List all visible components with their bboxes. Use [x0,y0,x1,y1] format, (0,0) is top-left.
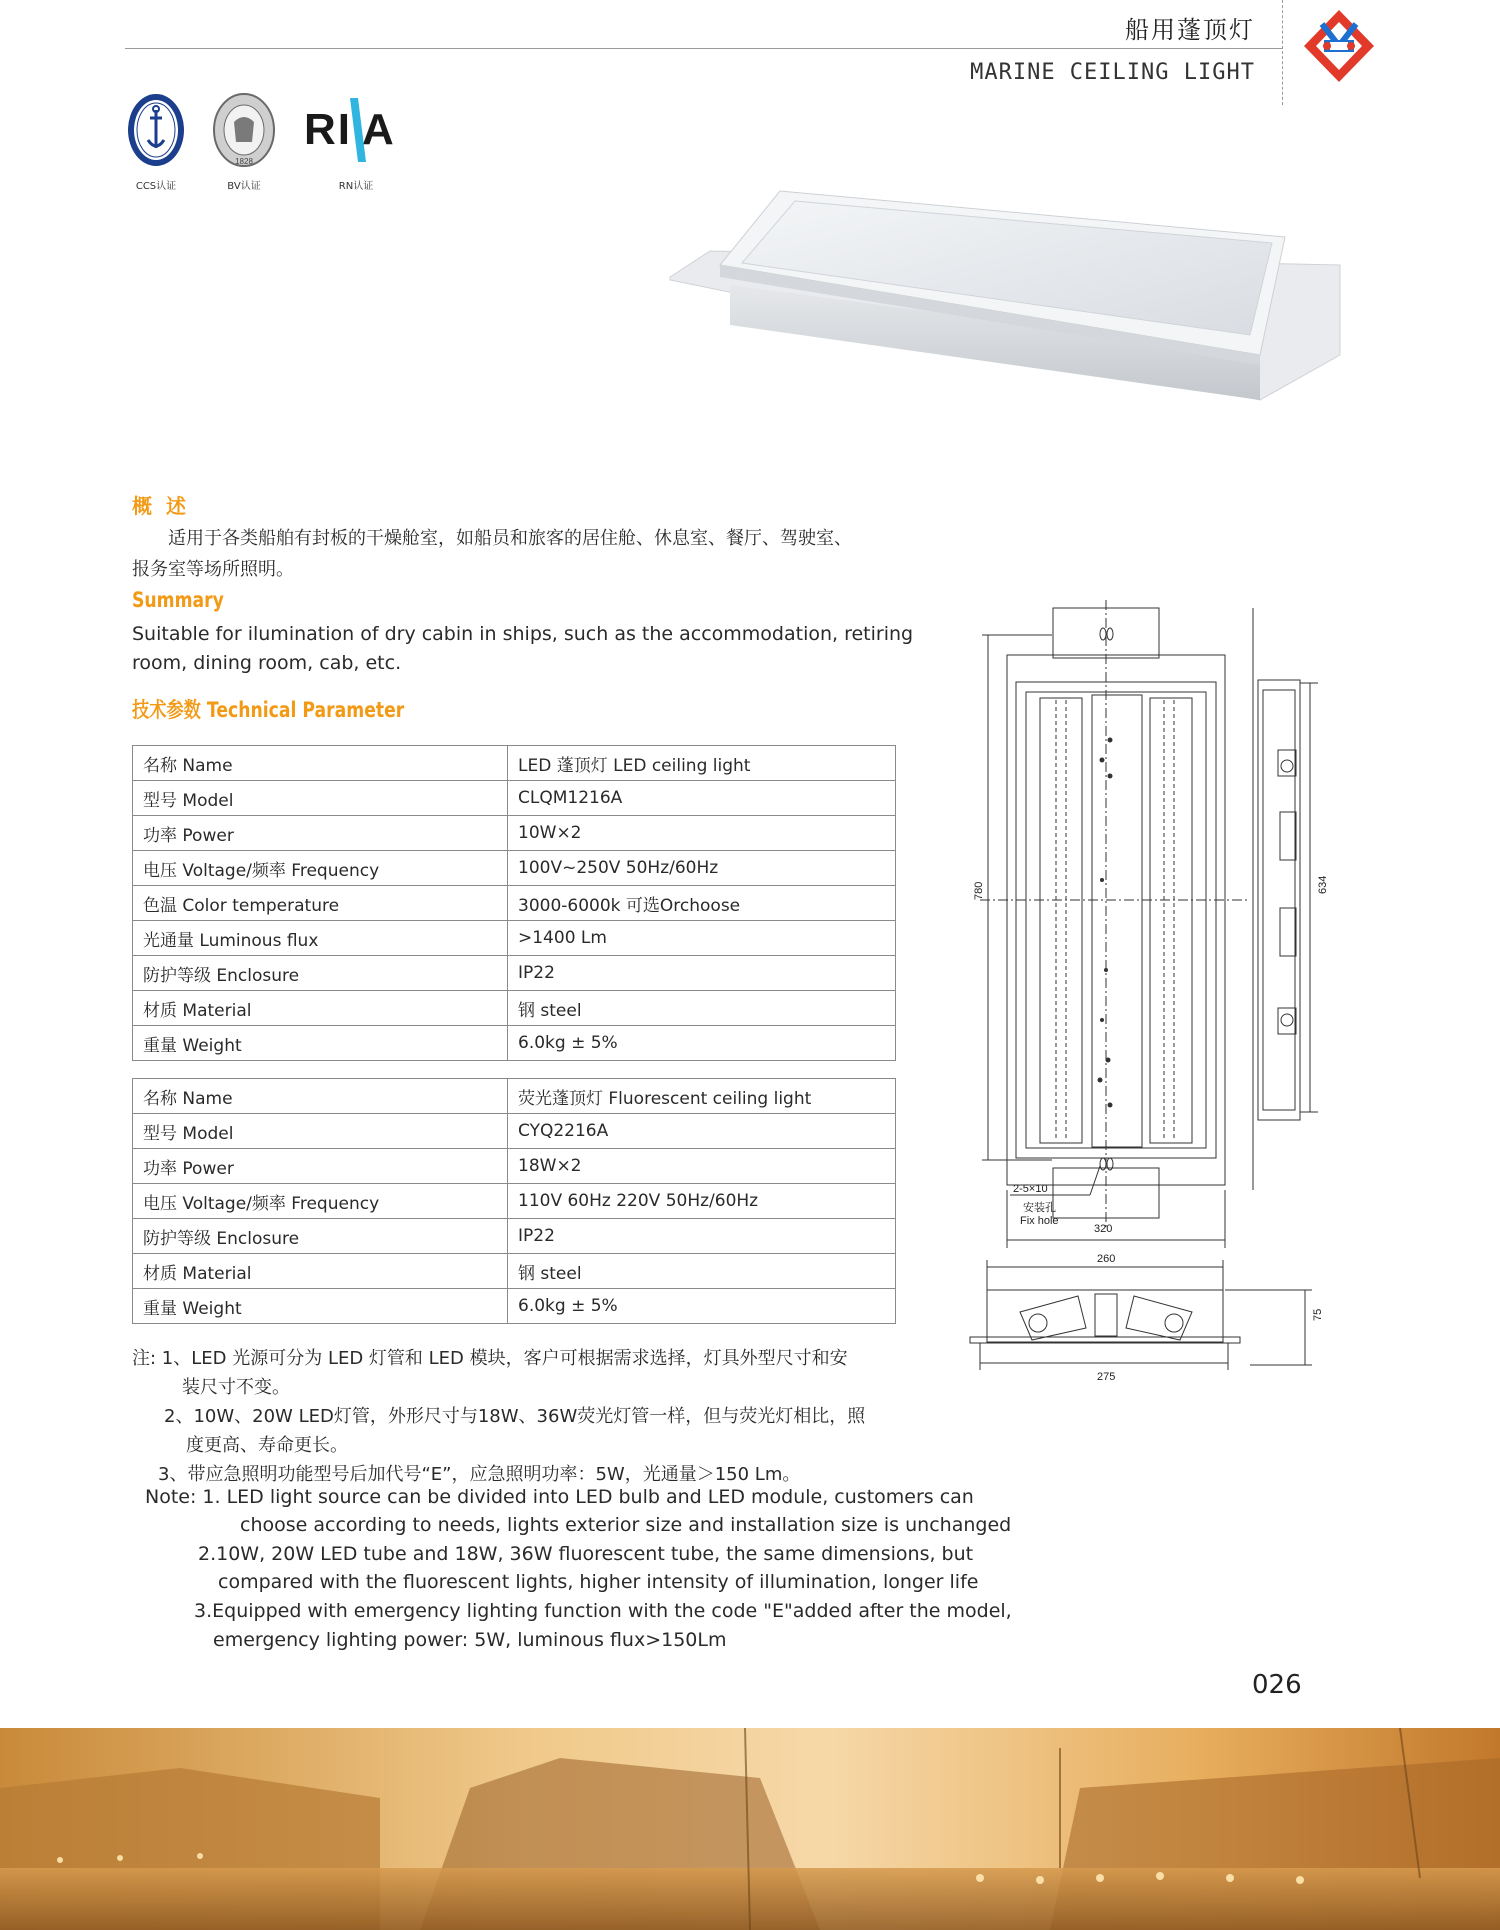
param-label: 防护等级 Enclosure [133,1219,508,1254]
dim-bottom-top: 260 [1097,1253,1116,1265]
summary-text-2: room, dining room, cab, etc. [132,652,402,674]
overview-text-cn-2: 报务室等场所照明。 [132,559,294,580]
cert-label-ccs: CCS认证 [135,181,177,192]
table-row [133,921,896,956]
note-en-3-cont: emergency lighting power: 5W, luminous flux>150Lm [213,1629,727,1651]
param-value: CLQM1216A [508,781,896,816]
param-value: CYQ2216A [508,1114,896,1149]
header-divider [125,48,1283,49]
note-en-2: 2.10W, 20W LED tube and 18W, 36W fluorescent tube, the same dimensions, but [198,1543,974,1565]
param-label: 色温 Color temperature [133,886,508,921]
bv-seal-icon [212,92,276,174]
summary-text-1: Suitable for ilumination of dry cabin in ships, such as the accommodation, retiring [132,623,914,645]
table-row [133,851,896,886]
param-label: 电压 Voltage/频率 Frequency [133,851,508,886]
param-value: IP22 [508,956,896,991]
param-value: 钢 steel [508,991,896,1026]
page-title-en: MARINE CEILING LIGHT [970,60,1255,85]
note-en-3: 3.Equipped with emergency lighting function with the code "E"added after the model, [194,1600,1012,1622]
note-cn-1-cont: 装尺寸不变。 [182,1377,290,1398]
param-value: IP22 [508,1219,896,1254]
param-label: 材质 Material [133,991,508,1026]
dim-bottom-width: 275 [1097,1371,1116,1383]
param-label: 重量 Weight [133,1289,508,1324]
table-row [133,1149,896,1184]
param-label: 功率 Power [133,816,508,851]
table-row [133,1289,896,1324]
table-row [133,781,896,816]
table-row [133,886,896,921]
param-value: 6.0kg ± 5% [508,1289,896,1324]
note-cn-2: 2、10W、20W LED灯管，外形尺寸与18W、36W荧光灯管一样，但与荧光灯相比，照 [164,1406,866,1427]
param-label: 名称 Name [133,1079,508,1114]
note-cn-2-cont: 度更高、寿命更长。 [186,1435,348,1456]
brand-logo-icon [1300,6,1378,86]
param-value: 100V~250V 50Hz/60Hz [508,851,896,886]
fix-hole-spec: 2-5×10 [1013,1183,1048,1195]
svg-text:A: A [362,105,394,154]
note-en-1: Note: 1. LED light source can be divided into LED bulb and LED module, customers can [145,1486,974,1508]
param-label: 功率 Power [133,1149,508,1184]
table-row [133,1184,896,1219]
tech-param-heading: 技术参数 Technical Parameter [132,698,405,722]
param-value: 3000-6000k 可选Orchoose [508,886,896,921]
dimension-drawing [960,600,1329,1400]
param-value: LED 蓬顶灯 LED ceiling light [508,746,896,781]
param-label: 型号 Model [133,1114,508,1149]
header-vertical-divider [1282,0,1283,105]
param-value: 荧光蓬顶灯 Fluorescent ceiling light [508,1079,896,1114]
table-row [133,1254,896,1289]
table-row [133,1219,896,1254]
product-photo [660,185,1350,405]
note-en-2-cont: compared with the fluorescent lights, higher intensity of illumination, longer life [218,1571,979,1593]
table-row [133,1114,896,1149]
param-label: 材质 Material [133,1254,508,1289]
param-value: 110V 60Hz 220V 50Hz/60Hz [508,1184,896,1219]
dim-width: 320 [1094,1223,1113,1235]
svg-text:1828: 1828 [235,157,253,166]
param-label: 型号 Model [133,781,508,816]
dim-bottom-depth: 75 [1312,1308,1324,1321]
table-row [133,956,896,991]
rina-logo-icon [300,92,412,172]
note-cn-1: 注: 1、LED 光源可分为 LED 灯管和 LED 模块，客户可根据需求选择，灯具外型尺寸和安 [132,1348,848,1369]
dim-side: 634 [1317,875,1329,894]
overview-heading-cn: 概述 [132,494,200,518]
param-value: 18W×2 [508,1149,896,1184]
note-cn-3: 3、带应急照明功能型号后加代号“E”，应急照明功率：5W，光通量＞150 Lm。 [158,1464,801,1485]
param-label: 名称 Name [133,746,508,781]
table-row [133,816,896,851]
table-row [133,1079,896,1114]
cert-label-rn: RN认证 [338,181,374,192]
note-en-1-cont: choose according to needs, lights exterior size and installation size is unchanged [240,1514,1012,1536]
page-number: 026 [1252,1670,1302,1700]
param-label: 重量 Weight [133,1026,508,1061]
fluorescent-spec-table [132,1078,896,1324]
shipyard-photo-banner [0,1728,1500,1930]
ccs-seal-icon [126,92,186,174]
fix-hole-cn: 安装孔 [1023,1202,1056,1214]
param-label: 防护等级 Enclosure [133,956,508,991]
param-value: >1400 Lm [508,921,896,956]
param-value: 钢 steel [508,1254,896,1289]
param-label: 电压 Voltage/频率 Frequency [133,1184,508,1219]
overview-text-cn-1: 适用于各类船舶有封板的干燥舱室，如船员和旅客的居住舱、休息室、餐厅、驾驶室、 [168,528,852,549]
cert-label-bv: BV认证 [227,181,261,192]
led-spec-table [132,745,896,1061]
table-row [133,991,896,1026]
page-title-cn: 船用蓬顶灯 [1125,16,1255,44]
param-value: 6.0kg ± 5% [508,1026,896,1061]
table-row [133,1026,896,1061]
param-label: 光通量 Luminous flux [133,921,508,956]
dim-height: 780 [973,881,985,900]
svg-text:RI: RI [304,105,352,154]
param-value: 10W×2 [508,816,896,851]
table-row [133,746,896,781]
summary-heading: Summary [132,588,224,612]
fix-hole-en: Fix hole [1020,1215,1059,1227]
